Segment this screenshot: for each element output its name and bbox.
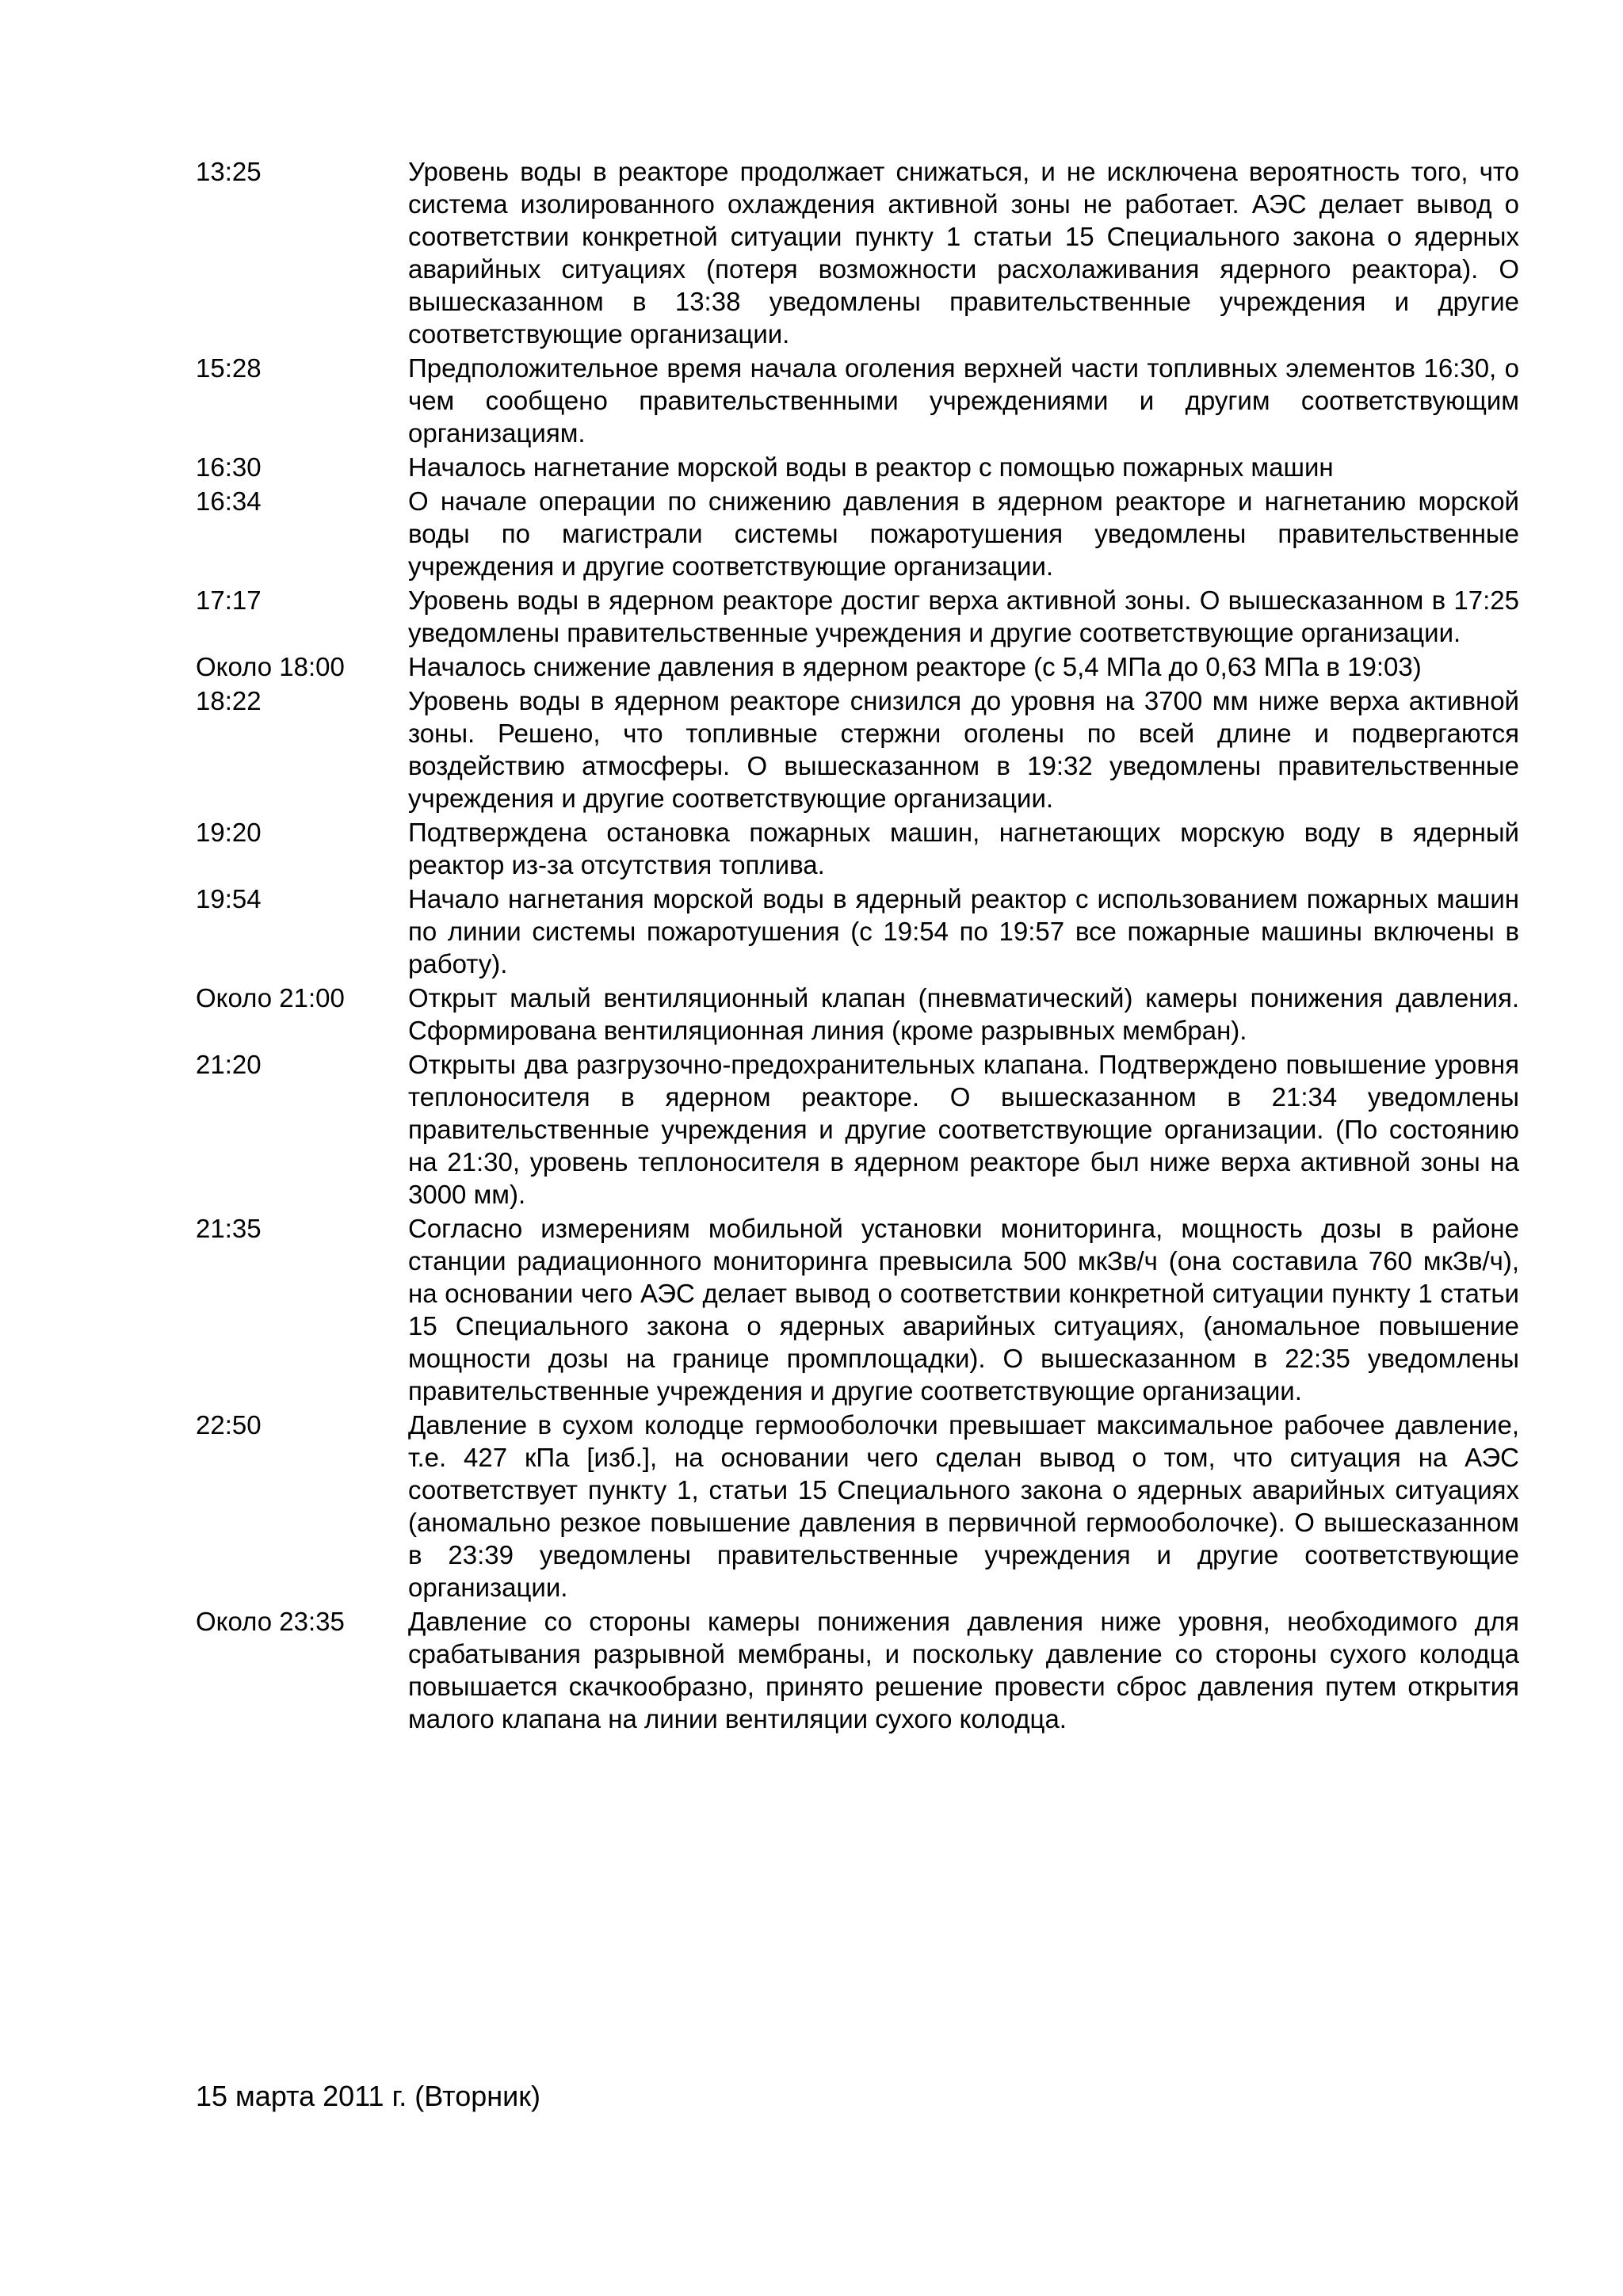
entry-text: Открыт малый вентиляционный клапан (пневматический) камеры понижения давления. Сформирована вентиляционная линия (кроме разрывных мембран). <box>408 983 1519 1045</box>
timeline-entry <box>196 584 1519 649</box>
entry-text: Началось нагнетание морской воды в реактор с помощью пожарных машин <box>408 452 1334 482</box>
entry-text: Давление в сухом колодце гермооболочки превышает максимальное рабочее давление, т.е. 427 кПа [изб.], на основании чего сделан вывод о том, что ситуация на АЭС соответствует пункту 1, статьи 15 Специального закона о ядерных аварийных ситуациях (аномально резкое повышение давления в первичной гермооболочке). О вышесказанном в 23:39 уведомлены правительственные учреждения и другие соответствующие организации. <box>408 1410 1519 1602</box>
entry-text: Открыты два разгрузочно-предохранительных клапана. Подтверждено повышение уровня теплоносителя в ядерном реакторе. О вышесказанном в 21:34 уведомлены правительственные учреждения и другие соответствующие организации. (По состоянию на 21:30, уровень теплоносителя в ядерном реакторе был ниже верха активной зоны на 3000 мм). <box>408 1050 1519 1209</box>
entry-time: 16:34 <box>196 486 262 516</box>
timeline-entry <box>196 352 1519 449</box>
timeline-entry <box>196 685 1519 814</box>
entry-time: 17:17 <box>196 585 262 615</box>
event-timeline <box>196 155 1519 1737</box>
entry-time: 19:20 <box>196 818 262 847</box>
timeline-entry <box>196 650 1519 683</box>
entry-time: 21:20 <box>196 1050 262 1079</box>
timeline-entry <box>196 816 1519 881</box>
entry-text: Начало нагнетания морской воды в ядерный реактор с использованием пожарных машин по линии системы пожаротушения (с 19:54 по 19:57 все пожарные машины включены в работу). <box>408 884 1519 978</box>
entry-time: 15:28 <box>196 353 262 383</box>
entry-time: Около 21:00 <box>196 983 345 1013</box>
timeline-entry <box>196 1409 1519 1604</box>
entry-text: Уровень воды в ядерном реакторе снизился до уровня на 3700 мм ниже верха активной зоны. Решено, что топливные стержни оголены по всей длине и подвергаются воздействию атмосферы. О вышесказанном в 19:32 уведомлены правительственные учреждения и другие соответствующие организации. <box>408 686 1519 813</box>
entry-time: 18:22 <box>196 686 262 715</box>
entry-text: Уровень воды в ядерном реакторе достиг верха активной зоны. О вышесказанном в 17:25 уведомлены правительственные учреждения и другие соответствующие организации. <box>408 585 1519 647</box>
entry-text: Уровень воды в реакторе продолжает снижаться, и не исключена вероятность того, что система изолированного охлаждения активной зоны не работает. АЭС делает вывод о соответствии конкретной ситуации пункту 1 статьи 15 Специального закона о ядерных аварийных ситуациях (потеря возможности расхолаживания ядерного реактора). О вышесказанном в 13:38 уведомлены правительственные учреждения и другие соответствующие организации. <box>408 157 1519 349</box>
entry-text: Согласно измерениям мобильной установки мониторинга, мощность дозы в районе станции радиационного мониторинга превысила 500 мкЗв/ч (она составила 760 мкЗв/ч), на основании чего АЭС делает вывод о соответствии конкретной ситуации пункту 1 статьи 15 Специального закона о ядерных аварийных ситуациях, (аномальное повышение мощности дозы на границе промплощадки). О вышесказанном в 22:35 уведомлены правительственные учреждения и другие соответствующие организации. <box>408 1214 1519 1405</box>
timeline-entry <box>196 155 1519 350</box>
entry-text: Предположительное время начала оголения верхней части топливных элементов 16:30, о чем сообщено правительственными учреждениями и другим соответствующим организациям. <box>408 353 1519 448</box>
entry-time: 22:50 <box>196 1410 262 1440</box>
entry-text: О начале операции по снижению давления в ядерном реакторе и нагнетанию морской воды по магистрали системы пожаротушения уведомлены правительственные учреждения и другие соответствующие организации. <box>408 486 1519 581</box>
entry-time: 19:54 <box>196 884 262 913</box>
entry-time: 13:25 <box>196 157 262 186</box>
timeline-entry <box>196 982 1519 1047</box>
entry-text: Давление со стороны камеры понижения давления ниже уровня, необходимого для срабатывания разрывной мембраны, и поскольку давление со стороны сухого колодца повышается скачкообразно, принято решение провести сброс давления путем открытия малого клапана на линии вентиляции сухого колодца. <box>408 1607 1519 1733</box>
entry-time: 16:30 <box>196 452 262 482</box>
timeline-entry <box>196 1605 1519 1735</box>
timeline-entry <box>196 451 1519 483</box>
date-heading: 15 марта 2011 г. (Вторник) <box>196 2080 540 2112</box>
timeline-entry <box>196 883 1519 980</box>
entry-time: 21:35 <box>196 1214 262 1243</box>
entry-text: Подтверждена остановка пожарных машин, нагнетающих морскую воду в ядерный реактор из-за отсутствия топлива. <box>408 818 1519 879</box>
timeline-entry <box>196 1212 1519 1407</box>
entry-time: Около 18:00 <box>196 652 345 681</box>
entry-time: Около 23:35 <box>196 1607 345 1636</box>
entry-text: Началось снижение давления в ядерном реакторе (с 5,4 МПа до 0,63 МПа в 19:03) <box>408 652 1422 681</box>
timeline-entry <box>196 1048 1519 1211</box>
timeline-entry <box>196 485 1519 582</box>
